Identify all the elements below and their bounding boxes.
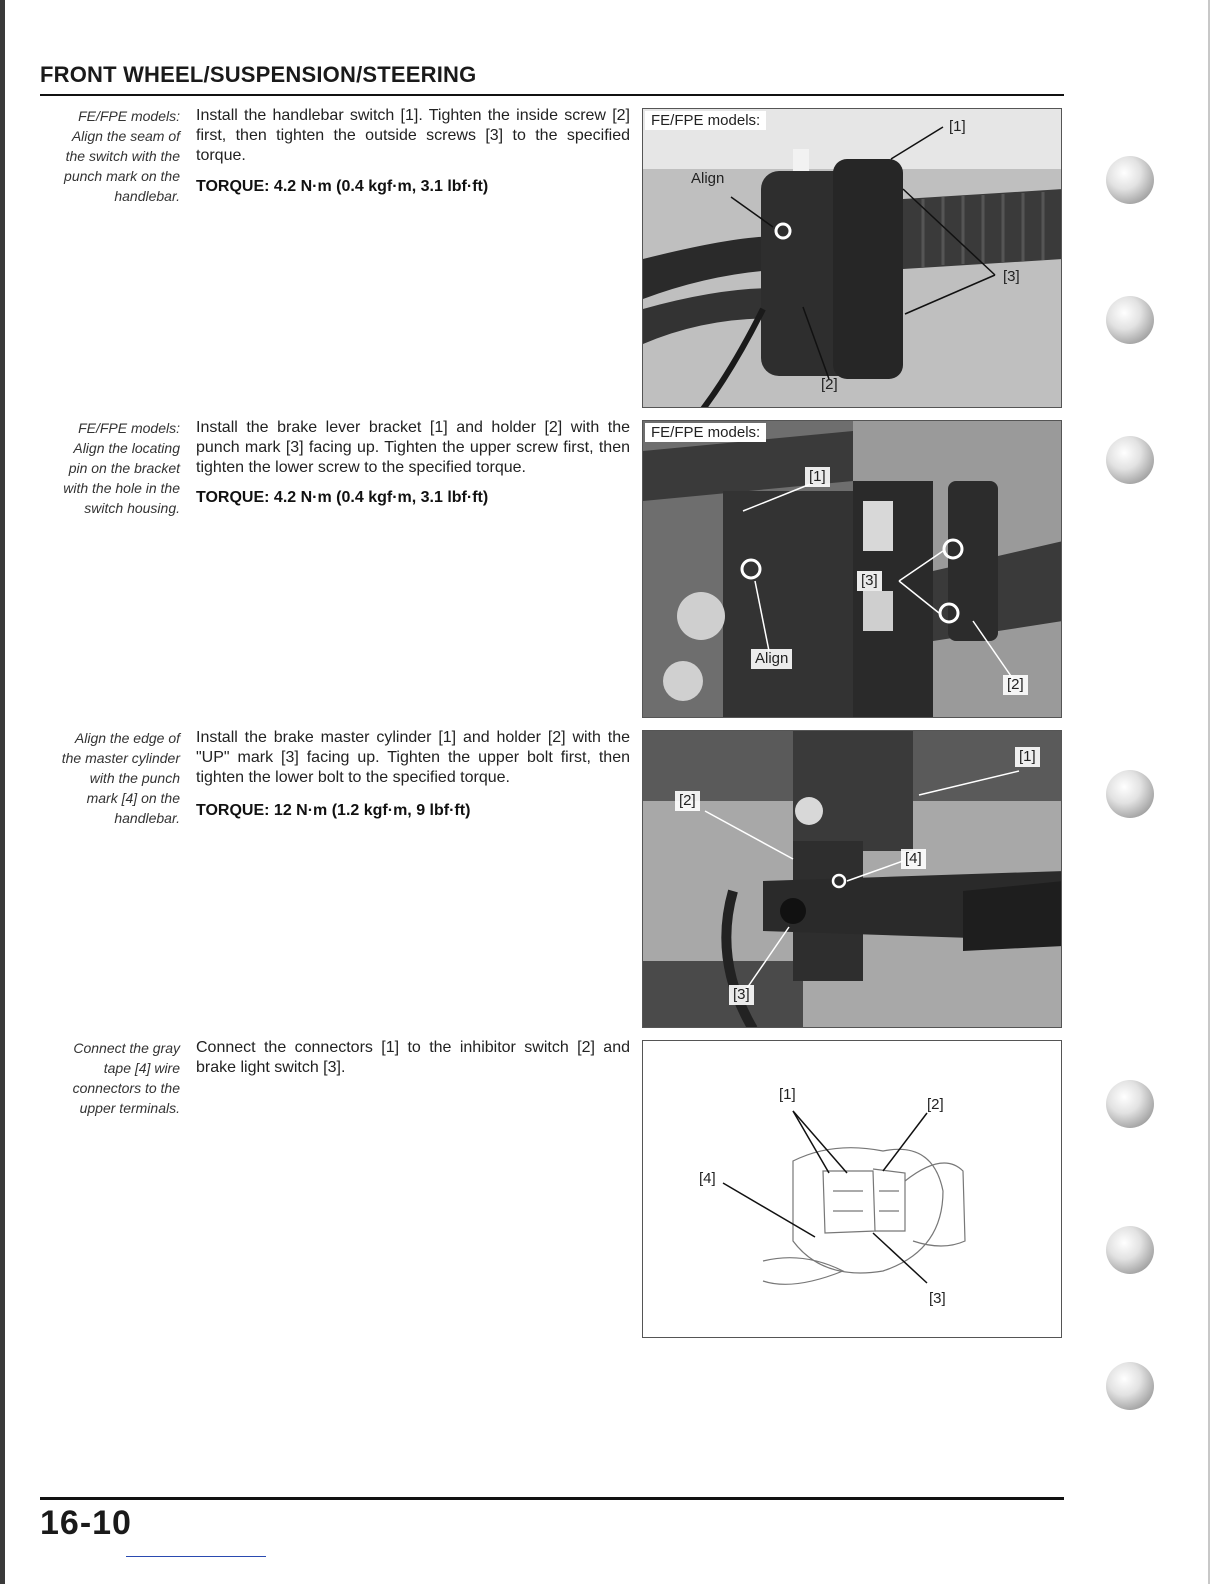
index-tab-3 bbox=[1106, 436, 1154, 484]
index-tab-6 bbox=[1106, 1226, 1154, 1274]
callout-3: [3] bbox=[1003, 268, 1020, 285]
instruction-1: Install the handlebar switch [1]. Tighten the inside screw [2] first, then tighten the outside screws [3] to the specified torque. bbox=[196, 107, 630, 164]
photo-brake-master-cylinder bbox=[643, 731, 1062, 1028]
torque-spec-1: TORQUE: 4.2 N·m (0.4 kgf·m, 3.1 lbf·ft) bbox=[196, 178, 489, 195]
index-tab-4 bbox=[1106, 770, 1154, 818]
torque-spec-2: TORQUE: 4.2 N·m (0.4 kgf·m, 3.1 lbf·ft) bbox=[196, 489, 489, 506]
binding-edge bbox=[0, 0, 5, 1584]
side-note-2: FE/FPE models: Align the locating pin on the bracket with the hole in the switch housing. bbox=[63, 420, 180, 516]
callout-2: [2] bbox=[821, 376, 838, 393]
page-edge bbox=[1208, 0, 1210, 1584]
index-tab-5 bbox=[1106, 1080, 1154, 1128]
index-tab-1 bbox=[1106, 156, 1154, 204]
figure-brake-lever-bracket bbox=[642, 420, 1062, 718]
figure-connector-diagram bbox=[642, 1040, 1062, 1338]
callout-2: [2] bbox=[927, 1096, 944, 1113]
callout-1: [1] bbox=[1015, 747, 1040, 767]
side-note-1: FE/FPE models: Align the seam of the switch with the punch mark on the handlebar. bbox=[64, 108, 180, 204]
callout-3: [3] bbox=[857, 571, 882, 591]
callout-3: [3] bbox=[729, 985, 754, 1005]
callout-4: [4] bbox=[901, 849, 926, 869]
figure-handlebar-switch bbox=[642, 108, 1062, 408]
side-note-3: Align the edge of the master cylinder with the punch mark [4] on the handlebar. bbox=[61, 730, 180, 826]
instruction-3: Install the brake master cylinder [1] and holder [2] with the "UP" mark [3] facing up. Tighten the upper bolt first, then tighten the lower bolt to the specified torque. bbox=[196, 729, 630, 786]
callout-2: [2] bbox=[1003, 675, 1028, 695]
callout-align: Align bbox=[751, 649, 792, 669]
photo-handlebar-switch bbox=[643, 109, 1062, 408]
callout-3: [3] bbox=[929, 1290, 946, 1307]
model-label: FE/FPE models: bbox=[645, 423, 766, 442]
callout-align: Align bbox=[691, 170, 725, 187]
model-label: FE/FPE models: bbox=[645, 111, 766, 130]
callout-1: [1] bbox=[779, 1086, 796, 1103]
instruction-4: Connect the connectors [1] to the inhibitor switch [2] and brake light switch [3]. bbox=[196, 1039, 630, 1076]
callout-2: [2] bbox=[675, 791, 700, 811]
side-note-4: Connect the gray tape [4] wire connectors to the upper terminals. bbox=[72, 1040, 180, 1116]
diagram-inhibitor-switch-connectors bbox=[643, 1041, 1062, 1338]
instruction-2: Install the brake lever bracket [1] and holder [2] with the punch mark [3] facing up. Tighten the upper screw first, then tighten the lower screw to the specified torque. bbox=[196, 419, 630, 476]
callout-1: [1] bbox=[949, 118, 966, 135]
callout-1: [1] bbox=[805, 467, 830, 487]
figure-brake-master-cylinder bbox=[642, 730, 1062, 1028]
callout-4: [4] bbox=[699, 1170, 716, 1187]
page-number: 16-10 bbox=[40, 1504, 132, 1542]
section-title: FRONT WHEEL/SUSPENSION/STEERING bbox=[40, 62, 477, 87]
header-rule bbox=[40, 94, 1064, 96]
bottom-line bbox=[126, 1556, 266, 1557]
torque-spec-3: TORQUE: 12 N·m (1.2 kgf·m, 9 lbf·ft) bbox=[196, 802, 471, 819]
footer-rule bbox=[40, 1497, 1064, 1500]
photo-brake-lever-bracket bbox=[643, 421, 1062, 718]
index-tab-7 bbox=[1106, 1362, 1154, 1410]
index-tab-2 bbox=[1106, 296, 1154, 344]
